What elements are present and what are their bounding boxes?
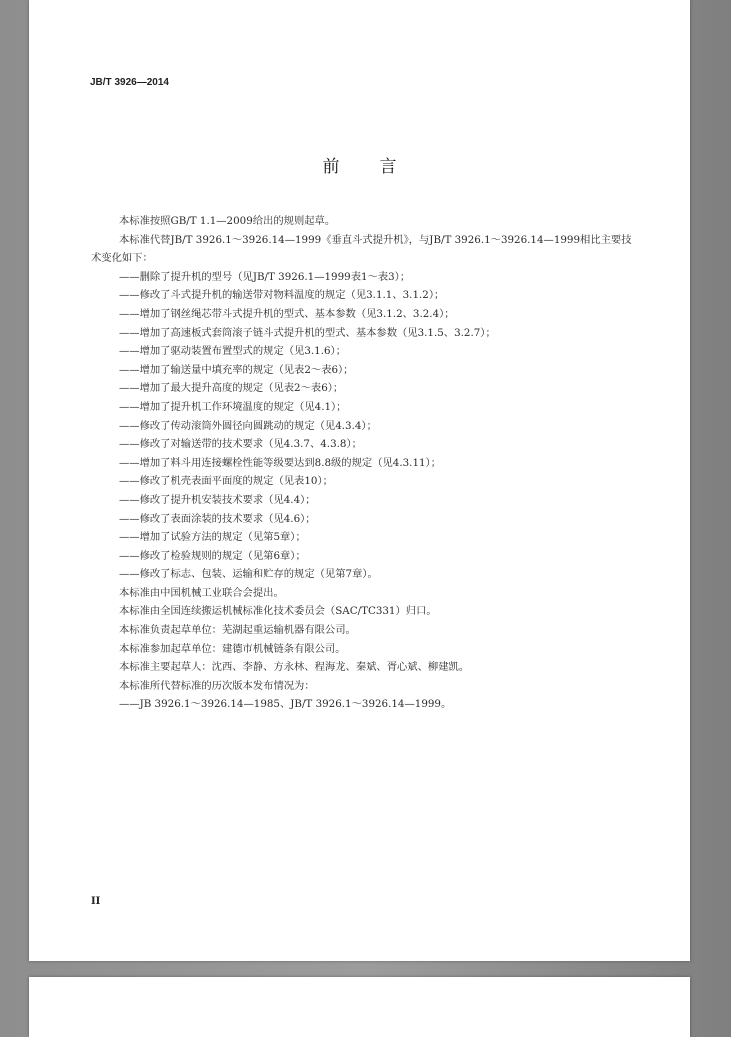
change-item: ——修改了斗式提升机的输送带对物料温度的规定（见3.1.1、3.1.2）； bbox=[119, 289, 445, 302]
change-item: ——修改了机壳表面平面度的规定（见表10）； bbox=[119, 475, 333, 488]
paragraph: 本标准按照GB/T 1.1—2009给出的规则起草。 bbox=[119, 215, 336, 227]
change-item: ——修改了提升机安装技术要求（见4.4）； bbox=[119, 493, 316, 506]
change-item: ——增加了钢丝绳芯带斗式提升机的型式、基本参数（见3.1.2、3.2.4）； bbox=[119, 307, 455, 320]
change-item: ——修改了对输送带的技术要求（见4.3.7、4.3.8）； bbox=[119, 438, 362, 451]
next-page-edge bbox=[29, 977, 690, 1037]
paragraph: ——JB 3926.1～3926.14—1985、JB/T 3926.1～3926.14—1999。 bbox=[119, 698, 452, 711]
page-title: 前言 bbox=[322, 157, 437, 177]
page-number: II bbox=[91, 896, 101, 907]
change-item: ——增加了料斗用连接螺栓性能等级要达到8.8级的规定（见4.3.11）； bbox=[119, 456, 441, 469]
change-item: ——修改了标志、包装、运输和贮存的规定（见第7章）。 bbox=[119, 568, 378, 581]
foreword-body bbox=[91, 212, 636, 714]
change-item: ——增加了输送量中填充率的规定（见表2～表6）； bbox=[119, 363, 354, 376]
paragraph: 本标准负责起草单位：芜湖起重运输机器有限公司。 bbox=[119, 624, 356, 637]
change-item: ——修改了检验规则的规定（见第6章）； bbox=[119, 549, 306, 562]
change-item: ——删除了提升机的型号（见JB/T 3926.1—1999表1～表3）； bbox=[119, 270, 411, 283]
change-item: ——修改了表面涂装的技术要求（见4.6）； bbox=[119, 512, 316, 525]
change-item: ——增加了提升机工作环境温度的规定（见4.1）； bbox=[119, 400, 347, 413]
paragraph: 本标准所代替标准的历次版本发布情况为： bbox=[119, 679, 315, 692]
change-item: ——修改了传动滚筒外圆径向圆跳动的规定（见4.3.4）； bbox=[119, 419, 377, 432]
change-item: ——增加了高速板式套筒滚子链斗式提升机的型式、基本参数（见3.1.5、3.2.7）； bbox=[119, 326, 496, 339]
document-page bbox=[29, 0, 690, 961]
paragraph: 本标准参加起草单位：建德市机械链条有限公司。 bbox=[119, 642, 346, 655]
paragraph: 本标准由中国机械工业联合会提出。 bbox=[119, 586, 284, 599]
paragraph: 本标准主要起草人：沈西、李静、方永林、程海龙、秦斌、胥心斌、柳建凯。 bbox=[119, 661, 470, 674]
change-item: ——增加了驱动装置布置型式的规定（见3.1.6）； bbox=[119, 345, 346, 358]
change-item: ——增加了最大提升高度的规定（见表2～表6）； bbox=[119, 382, 344, 395]
paragraph: 本标准由全国连续搬运机械标准化技术委员会（SAC/TC331）归口。 bbox=[119, 605, 437, 618]
standard-code-header: JB/T 3926—2014 bbox=[90, 77, 169, 88]
change-item: ——增加了试验方法的规定（见第5章）； bbox=[119, 531, 306, 544]
paragraph: 本标准代替JB/T 3926.1～3926.14—1999《垂直斗式提升机》，与JB/T 3926.1～3926.14—1999相比主要技术变化如下： bbox=[91, 233, 632, 265]
